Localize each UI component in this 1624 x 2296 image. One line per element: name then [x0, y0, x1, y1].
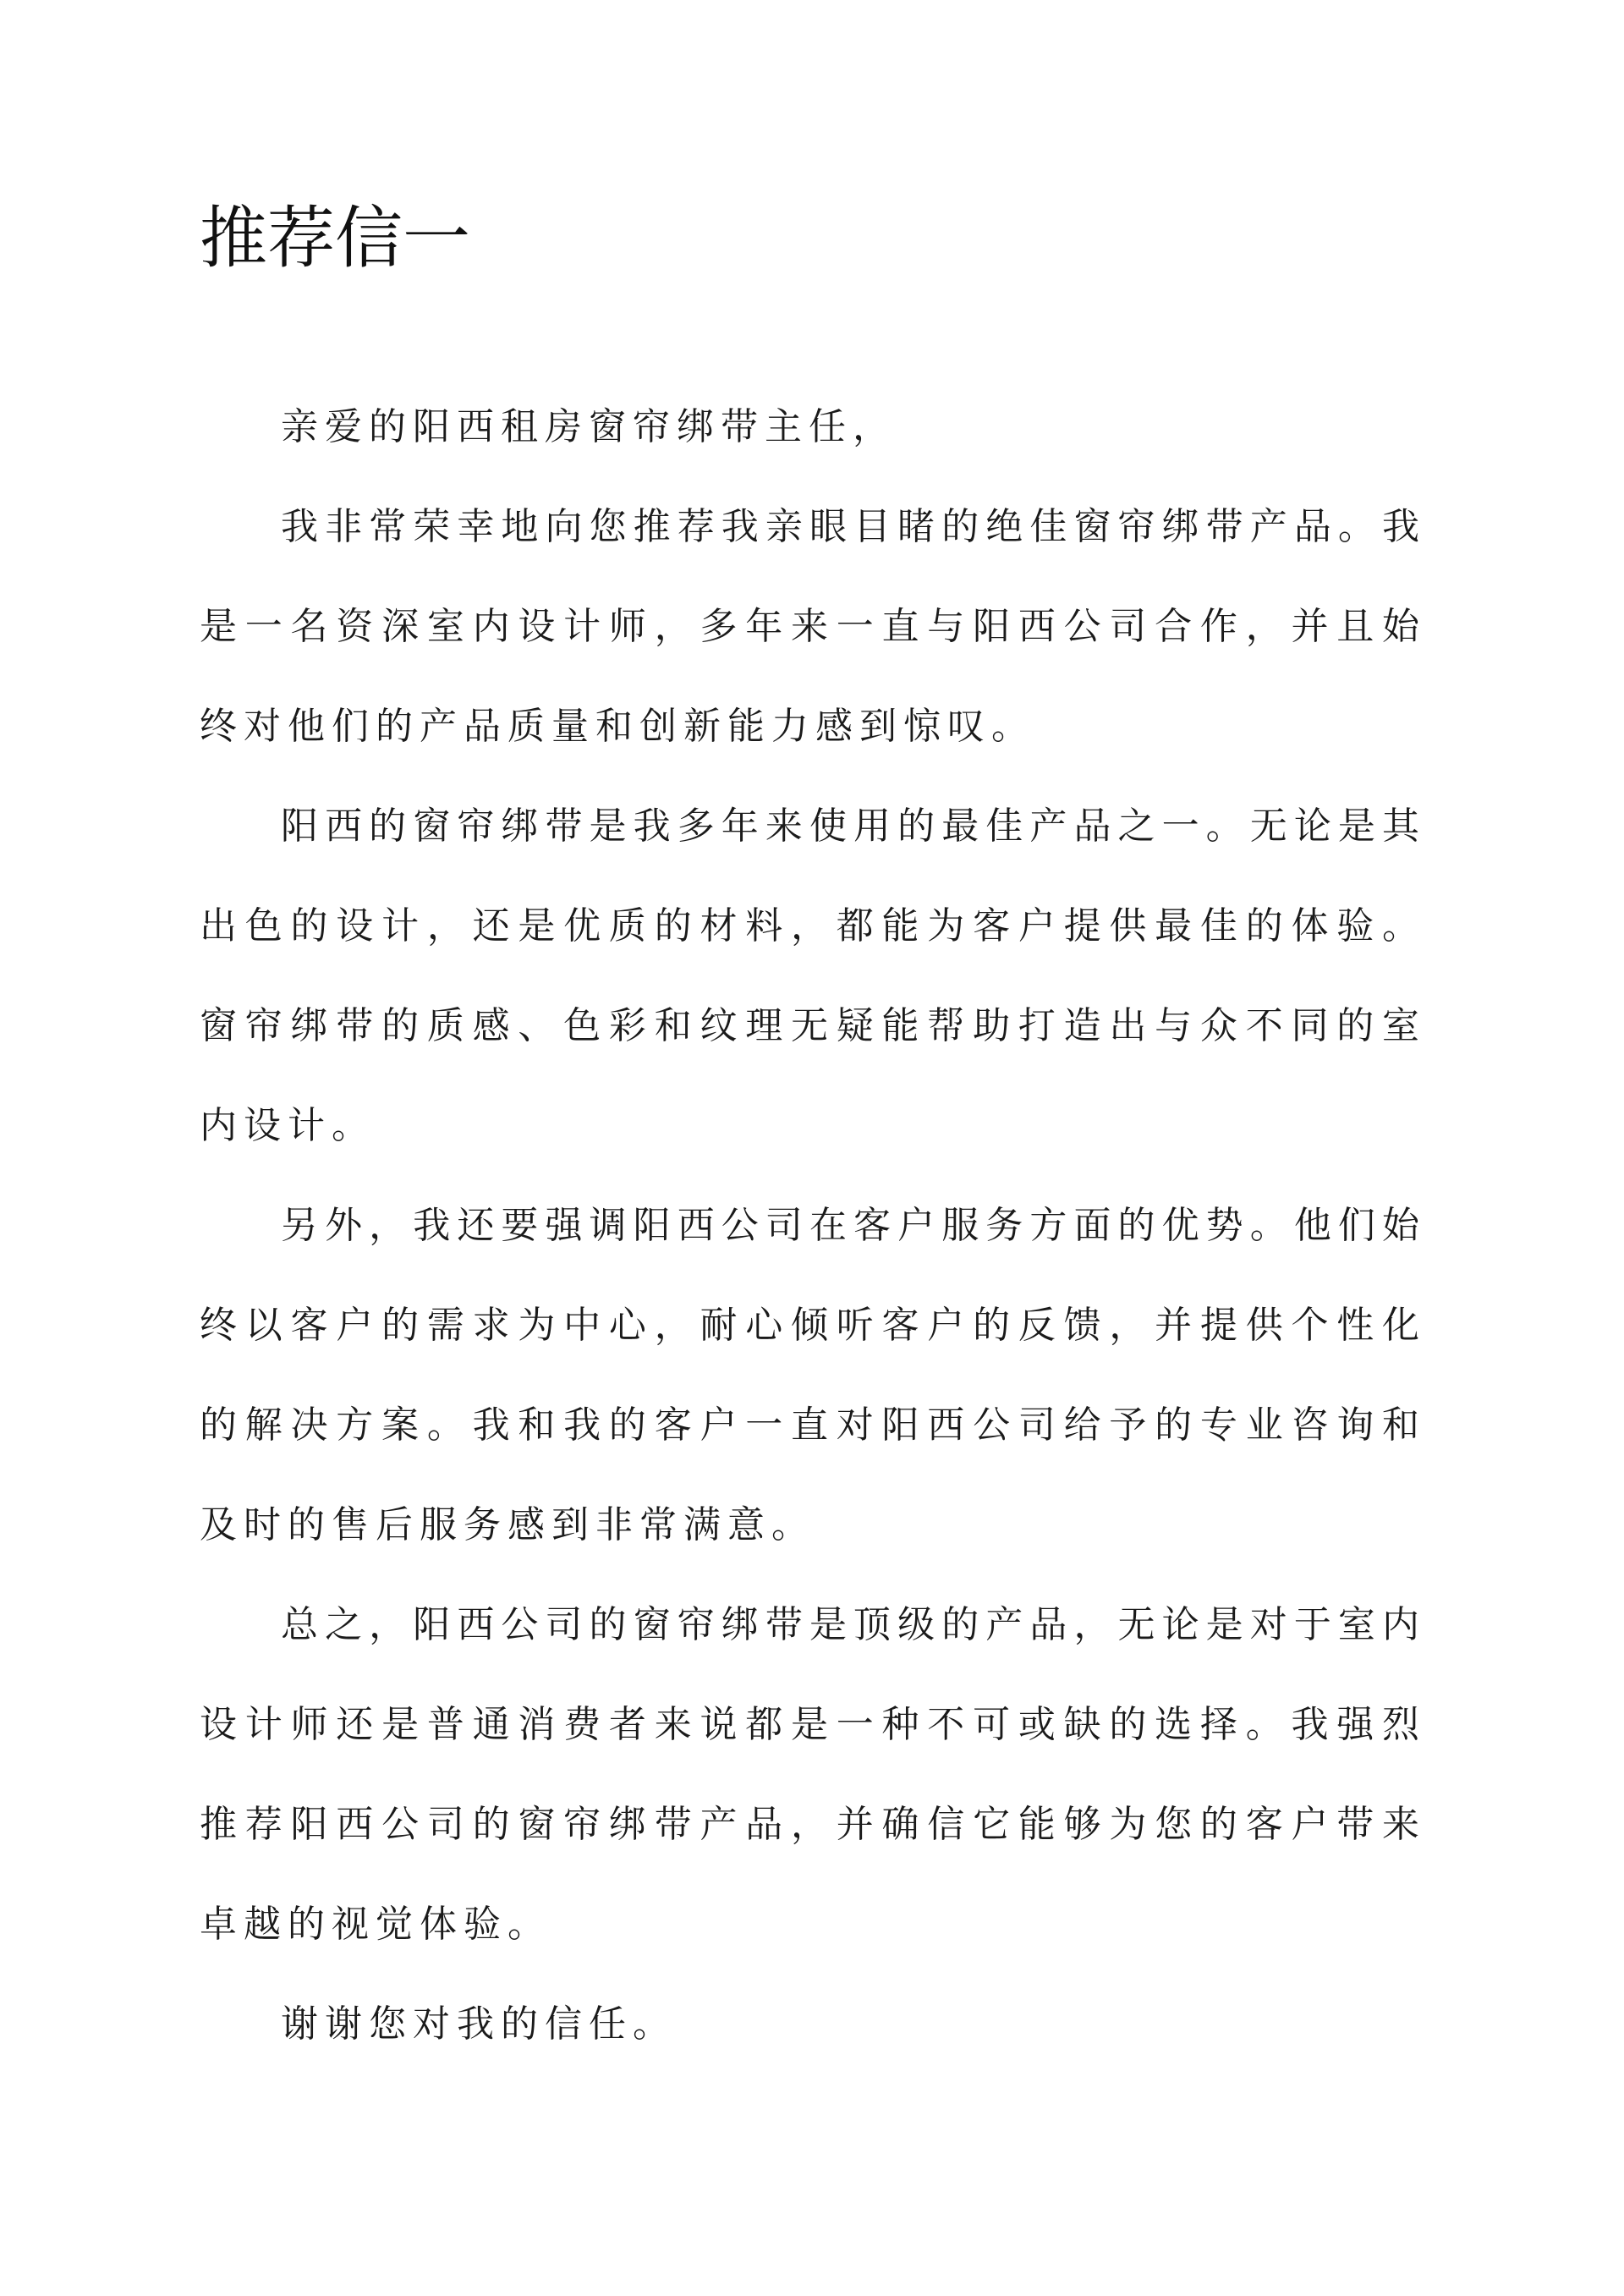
document-title: 推荐信一: [200, 199, 470, 277]
closing-line: 谢谢您对我的信任。: [281, 2002, 677, 2046]
letter-body: [200, 377, 1426, 2074]
paragraph-2: 阳西的窗帘绑带是我多年来使用的最佳产品之一。无论是其出色的设计，还是优质的材料，都能为客户提供最佳的体验。窗帘绑带的质感、色彩和纹理无疑能帮助打造出与众不同的室内设计。: [200, 805, 1426, 1147]
paragraph-1: 我非常荣幸地向您推荐我亲眼目睹的绝佳窗帘绑带产品。我是一名资深室内设计师，多年来一直与阳西公司合作，并且始终对他们的产品质量和创新能力感到惊叹。: [200, 505, 1426, 748]
salutation: 亲爱的阳西租房窗帘绑带主任，: [281, 405, 897, 448]
paragraph-3: 另外，我还要强调阳西公司在客户服务方面的优势。他们始终以客户的需求为中心，耐心倾听客户的反馈，并提供个性化的解决方案。我和我的客户一直对阳西公司给予的专业咨询和及时的售后服务感到非常满意。: [200, 1204, 1426, 1546]
paragraph-4: 总之，阳西公司的窗帘绑带是顶级的产品，无论是对于室内设计师还是普通消费者来说都是一种不可或缺的选择。我强烈推荐阳西公司的窗帘绑带产品，并确信它能够为您的客户带来卓越的视觉体验。: [200, 1603, 1426, 1946]
